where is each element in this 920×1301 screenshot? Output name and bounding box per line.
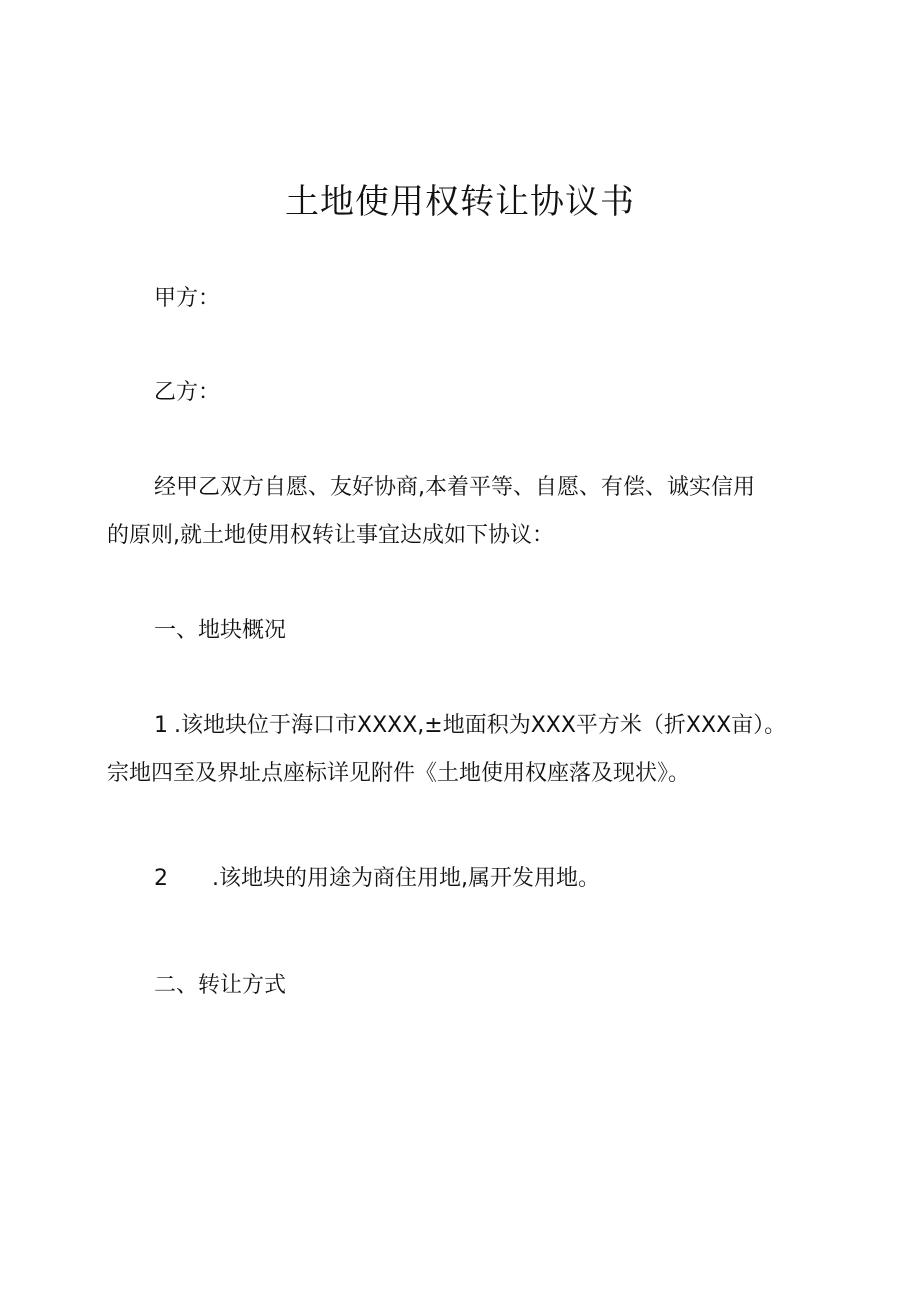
intro-line-1: 经甲乙双方自愿、友好协商,本着平等、自愿、有偿、诚实信用 [154,475,755,500]
item-2-line [154,864,600,894]
section-1-heading: 一、地块概况 [154,618,287,643]
item-2-number: 2 [154,866,168,891]
section-2-heading: 二、转让方式 [154,973,287,998]
party-b-label: 乙方： [154,380,221,405]
party-a-label: 甲方： [154,286,221,311]
item-1-line-2: 宗地四至及界址点座标详见附件《土地使用权座落及现状》。 [107,761,691,786]
item-1-number: 1 [154,713,168,738]
document-title: 土地使用权转让协议书 [285,182,635,222]
item-1-line-1 [154,711,786,741]
item-2-text: .该地块的用途为商住用地,属开发用地。 [212,866,600,891]
intro-line-2: 的原则,就土地使用权转让事宜达成如下协议： [107,523,554,548]
item-1-text: .该地块位于海口市XXXX,±地面积为XXX平方米（折XXX亩）。 [174,713,787,738]
